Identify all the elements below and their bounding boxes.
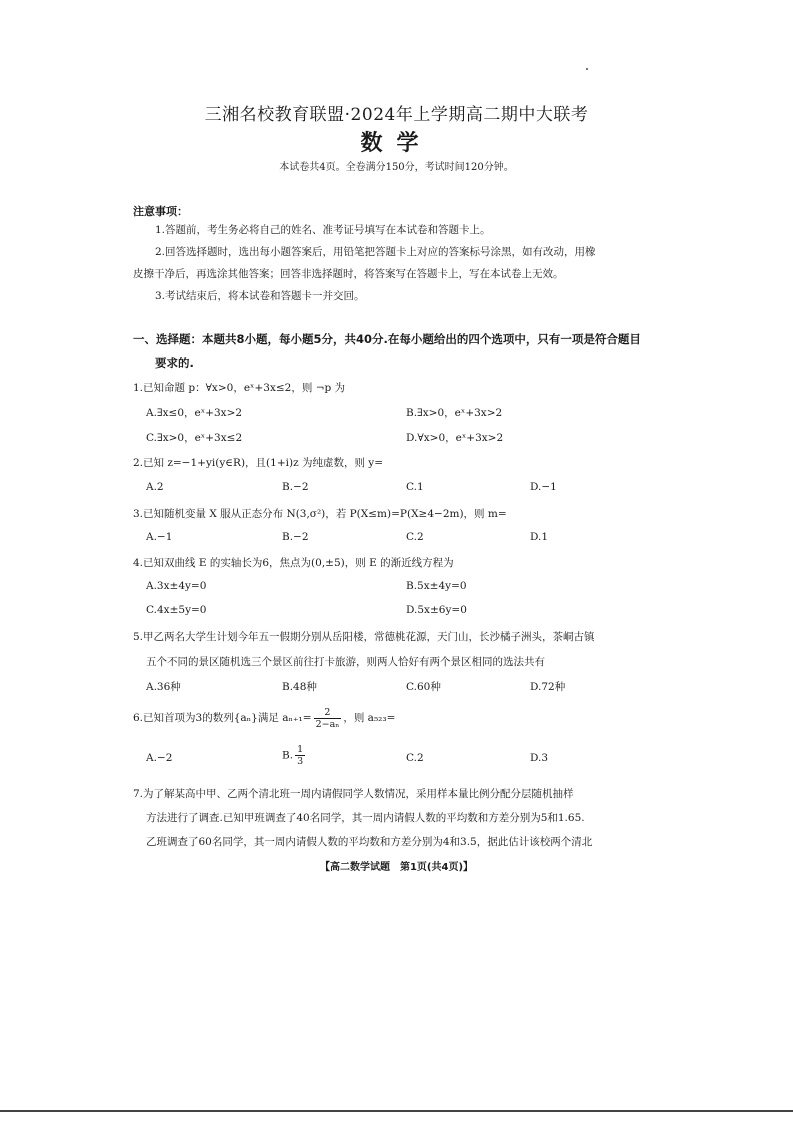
page-footer: 【高二数学试题 第1页(共4页)】: [319, 862, 474, 873]
q6-option-b: [282, 744, 307, 767]
q2-option-c: C.1: [406, 481, 424, 493]
q6-option-a: A.−2: [146, 752, 173, 764]
notice-item-3: 3.考试结束后，将本试卷和答题卡一并交回。: [155, 290, 365, 302]
q2-option-a: A.2: [146, 481, 164, 493]
section-heading: 一、选择题：本题共8小题，每小题5分，共40分.在每小题给出的四个选项中，只有一项是符合题目: [133, 332, 641, 346]
question-5-stem: 5.甲乙两名大学生计划今年五一假期分别从岳阳楼，常德桃花源，天门山，长沙橘子洲头，茶峒古镇: [133, 631, 595, 643]
question-7-stem-cont-1: 方法进行了调查.已知甲班调查了40名同学，其一周内请假人数的平均数和方差分别为5和1.65.: [146, 812, 585, 824]
q3-option-d: D.1: [530, 531, 549, 543]
q6-option-d: D.3: [530, 752, 549, 764]
q6-stem-suffix: ，则 a₅₂₃=: [343, 712, 396, 724]
q3-option-a: A.−1: [146, 531, 173, 543]
question-2-stem: 2.已知 z=−1+yi(y∈R)，且(1+i)z 为纯虚数，则 y=: [133, 457, 384, 469]
q4-option-c: C.4x±5y=0: [146, 604, 207, 616]
q6-fraction: [314, 707, 342, 730]
q3-option-c: C.2: [406, 531, 424, 543]
question-5-stem-cont: 五个不同的景区随机选三个景区前往打卡旅游，则两人恰好有两个景区相同的选法共有: [146, 656, 545, 668]
q2-option-d: D.−1: [530, 481, 557, 493]
question-1-stem: 1.已知命题 p：∀x>0，eˣ+3x≤2，则 ¬p 为: [133, 382, 346, 394]
q4-option-d: D.5x±6y=0: [406, 604, 467, 616]
q5-option-c: C.60种: [406, 681, 441, 693]
exam-title: 三湘名校教育联盟·2024年上学期高二期中大联考: [204, 105, 589, 125]
q4-option-a: A.3x±4y=0: [146, 580, 207, 592]
notice-item-1: 1.答题前，考生务必将自己的姓名、准考证号填写在本试卷和答题卡上。: [155, 224, 491, 236]
q6-option-b-fraction: [295, 744, 305, 767]
q1-option-a: A.∃x≤0，eˣ+3x>2: [146, 407, 243, 419]
question-4-stem: 4.已知双曲线 E 的实轴长为6，焦点为(0,±5)，则 E 的渐近线方程为: [133, 557, 454, 569]
q6-fraction-denominator: 2−aₙ: [315, 718, 340, 730]
scan-edge-line: [0, 1110, 793, 1112]
q6-option-c: C.2: [406, 752, 424, 764]
q4-option-b: B.5x±4y=0: [406, 580, 467, 592]
q5-option-d: D.72种: [530, 681, 566, 693]
question-7-stem: 7.为了解某高中甲、乙两个清北班一周内请假同学人数情况，采用样本量比例分配分层随机抽样: [133, 788, 574, 800]
notice-item-2: 2.回答选择题时，选出每小题答案后，用铅笔把答题卡上对应的答案标号涂黑，如有改动，用橡: [155, 246, 596, 258]
q5-option-b: B.48种: [282, 681, 317, 693]
q6-option-b-denominator: 3: [297, 756, 304, 767]
q6-stem-prefix: 6.已知首项为3的数列{aₙ}满足 aₙ₊₁=: [133, 712, 312, 724]
question-7-stem-cont-2: 乙班调查了60名同学，其一周内请假人数的平均数和方差分别为4和3.5，据此估计该校两个清北: [146, 836, 593, 848]
notice-heading: 注意事项：: [133, 205, 188, 218]
notice-item-2-cont: 皮擦干净后，再选涂其他答案；回答非选择题时，将答案写在答题卡上，写在本试卷上无效。: [133, 268, 564, 280]
q6-option-b-label: B.: [282, 749, 294, 762]
q1-option-d: D.∀x>0，eˣ+3x>2: [406, 432, 504, 444]
q6-fraction-numerator: 2: [314, 707, 342, 719]
q5-option-a: A.36种: [146, 681, 181, 693]
section-heading-cont: 要求的.: [155, 356, 194, 370]
q1-option-b: B.∃x>0，eˣ+3x>2: [406, 407, 503, 419]
scan-speck: [586, 68, 588, 70]
q6-option-b-numerator: 1: [297, 744, 304, 755]
question-6-stem: [133, 706, 668, 730]
exam-meta: 本试卷共4页。全卷满分150分，考试时间120分钟。: [279, 162, 514, 173]
subject-heading: 数学: [360, 131, 433, 156]
q2-option-b: B.−2: [282, 481, 309, 493]
q1-option-c: C.∃x>0，eˣ+3x≤2: [146, 432, 243, 444]
q3-option-b: B.−2: [282, 531, 309, 543]
question-3-stem: 3.已知随机变量 X 服从正态分布 N(3,σ²)，若 P(X≤m)=P(X≥4−2m)，则 m=: [133, 508, 507, 520]
